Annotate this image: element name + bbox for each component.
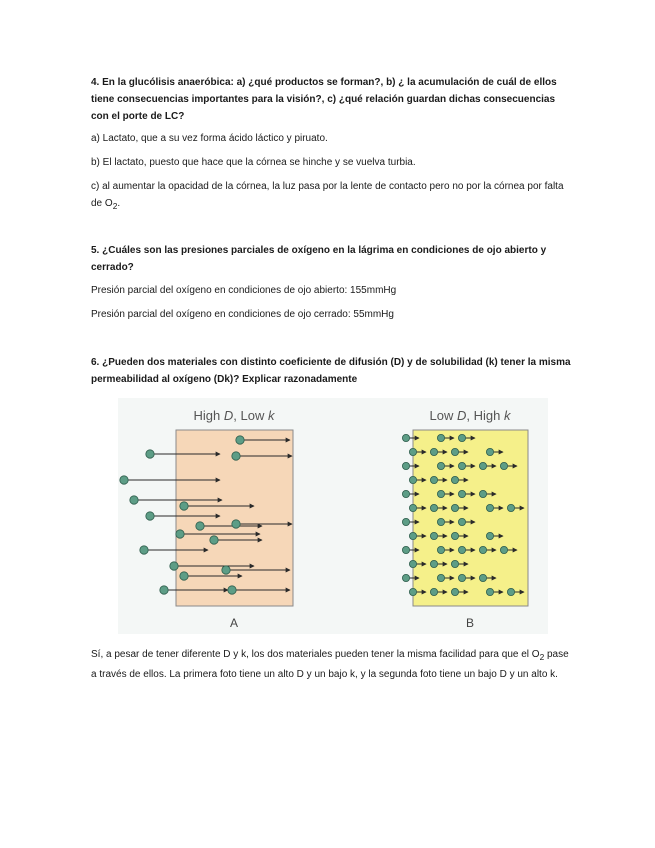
molecule-a-12 [170,562,178,570]
molecule-b-40 [402,574,409,581]
question-6-number: 6. [91,357,100,368]
molecule-b-20 [409,504,416,511]
molecule-b-5 [430,448,437,455]
molecule-b-28 [409,532,416,539]
molecule-a-14 [160,586,168,594]
molecule-a-8 [196,522,204,530]
molecule-b-30 [451,532,458,539]
molecule-b-33 [437,546,444,553]
question-5-text: ¿Cuáles son las presiones parciales de oxígeno en la lágrima en condiciones de ojo abierto y cerrado? [91,245,547,273]
molecule-b-45 [430,588,437,595]
molecule-b-7 [486,448,493,455]
molecule-b-36 [500,546,507,553]
molecule-a-15 [228,586,236,594]
answer-4c-subscript: 2 [112,201,118,211]
molecule-b-23 [486,504,493,511]
question-4-number: 4. [91,77,100,88]
answer-6 [91,646,571,683]
molecule-b-47 [486,588,493,595]
molecule-a-1 [236,436,244,444]
molecule-b-12 [500,462,507,469]
molecule-b-9 [437,462,444,469]
panel-b-label: B [465,616,475,630]
molecule-b-17 [437,490,444,497]
molecule-a-10 [176,530,184,538]
molecule-b-18 [458,490,465,497]
molecule-b-46 [451,588,458,595]
answer-4b: b) El lactato, puesto que hace que la córnea se hinche y se vuelva turbia. [91,157,416,168]
answer-5-open: Presión parcial del oxígeno en condiciones de ojo abierto: 155mmHg [91,285,397,296]
answer-6-subscript: 2 [539,652,545,662]
molecule-b-24 [507,504,514,511]
molecule-a-11 [140,546,148,554]
molecule-b-48 [507,588,514,595]
answer-4c [91,178,571,215]
molecule-b-31 [486,532,493,539]
molecule-b-42 [458,574,465,581]
molecule-b-10 [458,462,465,469]
question-6-text: ¿Pueden dos materiales con distinto coeficiente de difusión (D) y de solubilidad (k) tener la misma permeabilidad al oxígeno (Dk)? Explicar razonadamente [91,357,571,385]
question-4-text: En la glucólisis anaeróbica: a) ¿qué productos se forman?, b) ¿ la acumulación de cuál de ellos tiene consecuencias importantes para la visión?, c) ¿qué relación guardan dichas consecuencias con el porte de LC? [91,77,557,122]
answer-6-text: Sí, a pesar de tener diferente D y k, los dos materiales pueden tener la misma facilidad para que el O [91,649,540,660]
panel-b-material [413,430,528,606]
molecule-a-9 [232,520,240,528]
molecule-b-44 [409,588,416,595]
molecule-a-5 [130,496,138,504]
molecule-b-38 [430,560,437,567]
molecule-a-3 [232,452,240,460]
molecule-b-16 [402,490,409,497]
molecule-b-2 [437,434,444,441]
answer-4c-end: . [117,198,121,209]
answer-5-closed: Presión parcial del oxígeno en condiciones de ojo cerrado: 55mmHg [91,309,394,320]
answer-4a: a) Lactato, que a su vez forma ácido láctico y piruato. [91,133,328,144]
question-5 [91,242,571,276]
answer-4c-text: c) al aumentar la opacidad de la córnea, la luz pasa por la lente de contacto pero no por la córnea por falta de O [91,181,564,209]
molecule-b-26 [437,518,444,525]
molecule-a-6 [146,512,154,520]
molecule-b-25 [402,518,409,525]
molecule-b-41 [437,574,444,581]
question-4 [91,74,571,125]
molecule-b-32 [402,546,409,553]
molecule-b-15 [451,476,458,483]
molecule-b-35 [479,546,486,553]
molecule-b-39 [451,560,458,567]
question-6 [91,354,571,388]
molecule-a-7 [180,502,188,510]
molecule-b-27 [458,518,465,525]
panel-a-title: High D, Low k [193,408,275,423]
molecule-b-22 [451,504,458,511]
molecule-b-1 [402,434,409,441]
diffusion-figure [118,398,548,634]
molecule-a-13 [180,572,188,580]
molecule-b-6 [451,448,458,455]
molecule-a-16 [222,566,230,574]
molecule-b-21 [430,504,437,511]
molecule-b-4 [409,448,416,455]
molecule-a-2 [146,450,154,458]
molecule-b-8 [402,462,409,469]
molecule-b-3 [458,434,465,441]
panel-b-title: Low D, High k [429,408,511,423]
molecule-a-17 [210,536,218,544]
diffusion-figure-svg [118,398,548,634]
molecule-b-13 [409,476,416,483]
molecule-a-4 [120,476,128,484]
molecule-b-11 [479,462,486,469]
molecule-b-29 [430,532,437,539]
molecule-b-14 [430,476,437,483]
answer-6-end: pase a través de ellos. La primera foto tiene un alto D y un bajo k, y la segunda foto tiene un bajo D y un alto k. [91,649,569,680]
molecule-b-43 [479,574,486,581]
panel-a-label: A [229,616,239,630]
molecule-b-37 [409,560,416,567]
molecule-b-19 [479,490,486,497]
molecule-b-34 [458,546,465,553]
question-5-number: 5. [91,245,100,256]
